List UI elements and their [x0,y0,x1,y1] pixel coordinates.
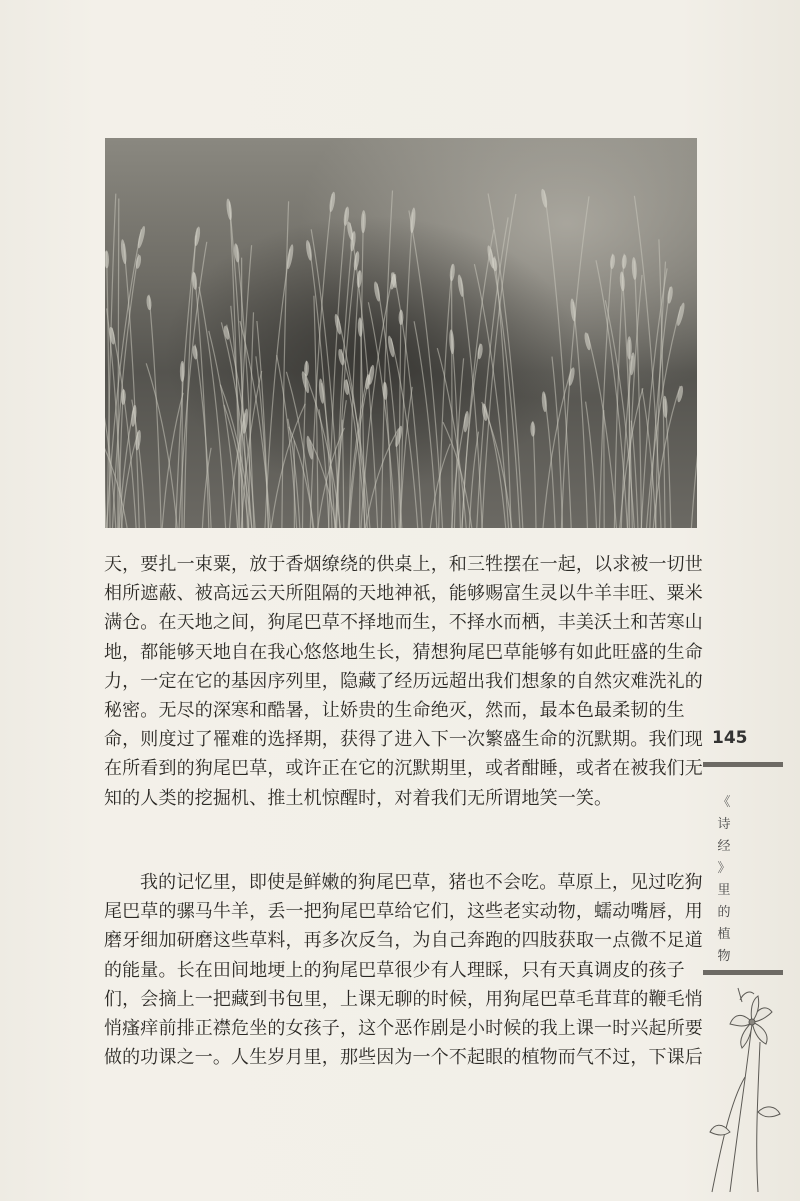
sidebar-rule-top [703,762,783,767]
book-title-char: 经 [717,839,731,854]
text-line: 秘密。无尽的深寒和酷暑，让娇贵的生命绝灭，然而，最本色最柔韧的生 [104,699,685,721]
text-line: 磨牙细加研磨这些草料，再多次反刍，为自己奔跑的四肢获取一点微不足道 [104,930,703,952]
book-title-char: 的 [717,905,731,920]
grass-seed-head [180,361,185,382]
text-line: 力，一定在它的基因序列里，隐藏了经历远超出我们想象的自然灾难洗礼的 [104,670,703,692]
text-line: 做的功课之一。人生岁月里，那些因为一个不起眼的植物而气不过，下课后 [104,1047,703,1069]
text-line: 的能量。长在田间地埂上的狗尾巴草很少有人理睬，只有天真调皮的孩子 [104,959,685,981]
book-title-char: 里 [717,883,731,898]
book-title-char: 》 [717,861,731,876]
text-line: 命，则度过了罹难的选择期，获得了进入下一次繁盛生命的沉默期。我们现 [104,729,703,751]
text-line: 们，会摘上一把藏到书包里，上课无聊的时候，用狗尾巴草毛茸茸的鞭毛悄 [104,988,703,1010]
book-title-char: 诗 [717,817,731,832]
flower-ornament-icon [700,982,795,1197]
grass-photo [105,138,697,528]
sidebar-rule-bottom [703,970,783,975]
text-line: 知的人类的挖掘机、推土机惊醒时，对着我们无所谓地笑一笑。 [104,787,613,809]
paragraph-2 [104,868,703,1072]
grass-photo-image [105,138,697,528]
text-line: 悄瘙痒前排正襟危坐的女孩子，这个恶作剧是小时候的我上课一时兴起所要 [104,1017,703,1039]
grass-seed-head [627,336,632,359]
page-number: 145 [712,728,748,748]
text-line: 尾巴草的骡马牛羊，丢一把狗尾巴草给它们，这些老实动物，蠕动嘴唇，用 [104,901,703,923]
book-title-char: 物 [717,949,731,964]
book-title-vertical [714,792,734,968]
grass-blade [452,276,453,528]
text-line: 天，要扎一束粟，放于香烟缭绕的供桌上，和三牲摆在一起，以求被一切世 [104,554,703,575]
text-line: 地，都能够天地自在我心悠悠地生长，猜想狗尾巴草能够有如此旺盛的生命 [104,641,703,663]
text-line: 在所看到的狗尾巴草，或许正在它的沉默期里，或者酣睡，或者在被我们无 [104,758,703,780]
text-line: 相所遮蔽、被高远云天所阻隔的天地神祇，能够赐富生灵以牛羊丰旺、粟米 [104,583,703,605]
book-title-char: 植 [717,927,731,942]
text-line: 我的记忆里，即使是鲜嫩的狗尾巴草，猪也不会吃。草原上，见过吃狗 [140,872,703,893]
text-line: 满仓。在天地之间，狗尾巴草不择地而生，不择水而栖，丰美沃土和苦寒山 [104,612,703,634]
book-title-char: 《 [717,795,731,810]
paragraph-1 [104,550,703,813]
